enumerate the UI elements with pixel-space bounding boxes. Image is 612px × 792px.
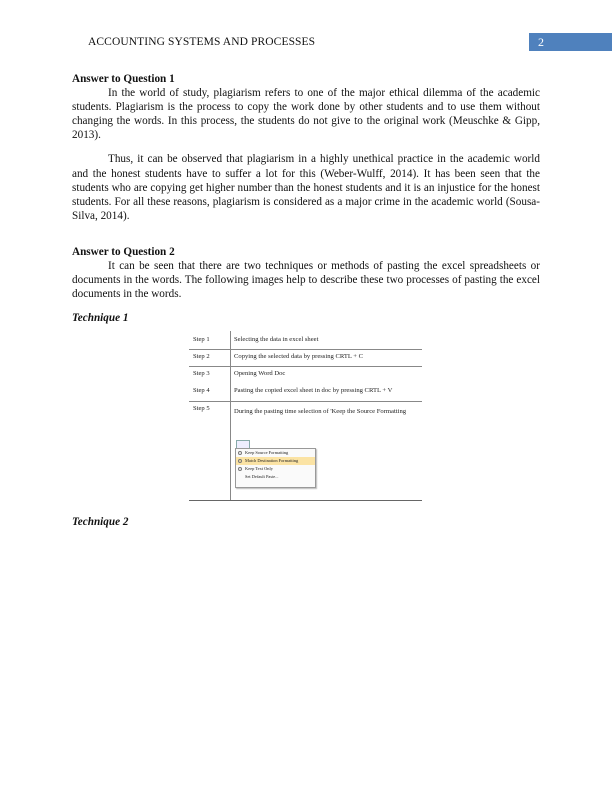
document-body	[72, 72, 540, 325]
figure-bottom-border	[189, 500, 422, 501]
figure-row-divider	[189, 366, 422, 367]
figure-step-label: Step 5	[193, 405, 210, 412]
technique-1-label: Technique 1	[72, 312, 129, 325]
section1-heading: Answer to Question 1	[72, 73, 175, 85]
paste-option-icon	[238, 459, 242, 463]
figure-step-desc: Copying the selected data by pressing CRTL + C	[234, 353, 364, 360]
figure-step-label: Step 3	[193, 370, 210, 377]
figure-row-divider	[189, 349, 422, 350]
page-number: 2	[529, 33, 612, 51]
figure-step-desc: Selecting the data in excel sheet	[234, 336, 319, 343]
paste-menu-item: Match Destination Formatting	[236, 457, 315, 465]
running-header: ACCOUNTING SYSTEMS AND PROCESSES	[88, 36, 316, 48]
paste-option-icon	[238, 467, 242, 471]
technique-2-label: Technique 2	[72, 516, 129, 528]
paste-option-icon	[238, 451, 242, 455]
section2-heading: Answer to Question 2	[72, 245, 175, 258]
figure-step-label: Step 1	[193, 336, 210, 343]
paste-menu-item: Keep Source Formatting	[236, 449, 315, 457]
figure-step-desc: Opening Word Doc	[234, 370, 286, 377]
technique-1-figure	[189, 331, 422, 501]
figure-step-desc: During the pasting time selection of 'Keep the Source Formatting	[234, 408, 407, 415]
figure-step-label: Step 2	[193, 353, 210, 360]
section2-paragraph-1: It can be seen that there are two techniques or methods of pasting the excel spreadsheets or documents in the words. The following images help to describe these two processes of pasting the excel documents in the words.	[72, 260, 540, 301]
section1-paragraph-1: In the world of study, plagiarism refers to one of the major ethical dilemma of the academic students. Plagiarism is the process to copy the work done by other students and to use them without changing the words. In this process, the students do not give to the original work (Meuschke & Gipp, 2013).	[72, 87, 540, 142]
figure-column-divider	[230, 331, 231, 501]
section1-paragraph-2: Thus, it can be observed that plagiarism in a highly unethical practice in the academic world and the honest students have to suffer a lot for this (Weber-Wulff, 2014). It has been seen that the students who are copying get higher number than the honest students and it is an injustice for the honest students. For all these reasons, plagiarism is considered as a major crime in the academic world (Sousa-Silva, 2014).	[72, 153, 540, 222]
figure-step-desc: Pasting the copied excel sheet in doc by pressing CRTL + V	[234, 387, 393, 394]
paste-menu-item: Keep Text Only	[236, 465, 315, 473]
paste-menu-item: Set Default Paste...	[245, 474, 279, 479]
figure-row-divider	[189, 401, 422, 402]
paste-options-menu	[235, 448, 316, 488]
figure-step-label: Step 4	[193, 387, 210, 394]
